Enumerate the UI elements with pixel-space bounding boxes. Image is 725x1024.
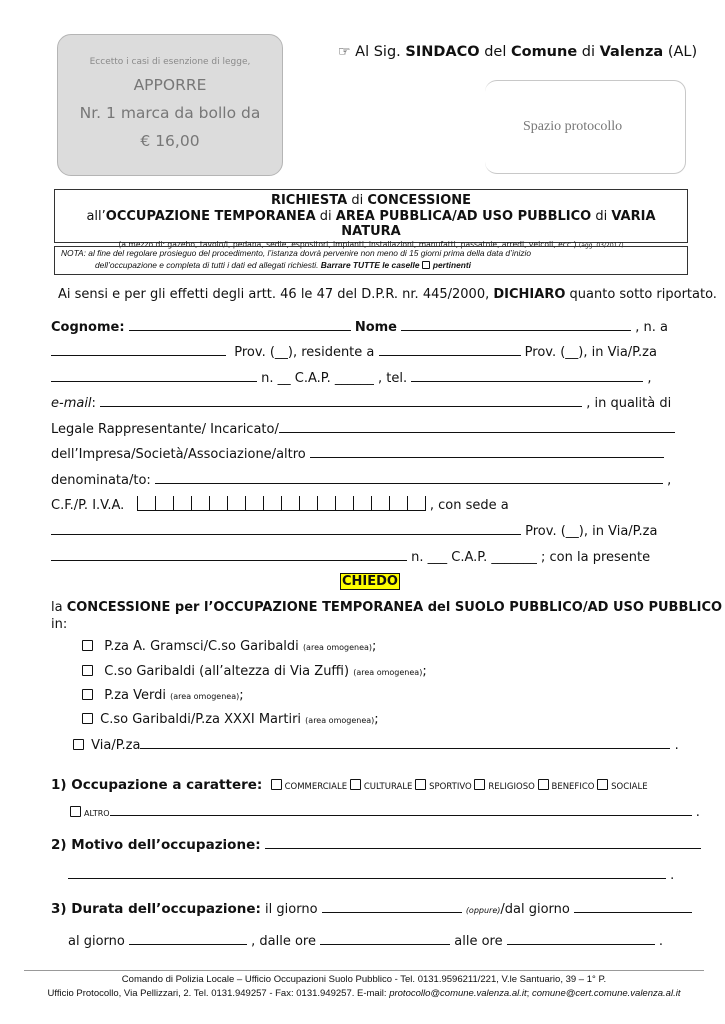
concessione-line: la CONCESSIONE per l’OCCUPAZIONE TEMPORANEA del SUOLO PUBBLICO/AD USO PUBBLICO <box>51 600 723 615</box>
chiedo-heading: CHIEDO <box>342 574 398 589</box>
row-nascita: Prov. (__), residente a Prov. (__), in Via/P.za <box>51 343 657 360</box>
dalle-ore-field[interactable] <box>320 932 450 945</box>
checkbox-icon[interactable] <box>82 689 93 700</box>
residenza-field[interactable] <box>379 343 521 356</box>
q1-altro-row: ALTRO . <box>70 805 700 820</box>
impresa-field[interactable] <box>310 445 664 458</box>
q3-row-2: al giorno , dalle ore alle ore . <box>68 934 664 949</box>
area-option-2[interactable]: C.so Garibaldi (all’altezza di Via Zuffi) (area omogenea); <box>82 664 427 679</box>
title-line-2: all’OCCUPAZIONE TEMPORANEA di AREA PUBBLICA/AD USO PUBBLICO di VARIA NATURA <box>86 209 656 239</box>
row-email: e-mail: , in qualità di <box>51 396 672 411</box>
q2-row: 2) Motivo dell’occupazione: <box>51 836 701 853</box>
nota-line-1: NOTA: al fine del regolare prosieguo del procedimento, l’istanza dovrà pervenire non meno di 15 giorni prima della data d’inizio <box>61 248 532 258</box>
checkbox-icon[interactable] <box>82 640 93 651</box>
checkbox-icon[interactable] <box>538 779 549 790</box>
checkbox-icon[interactable] <box>415 779 426 790</box>
q2-row-2: . <box>68 866 674 883</box>
nota-line-2: dell’occupazione e completa di tutti i dati ed allegati richiesti. Barrare TUTTE le caselle pertinenti <box>95 260 471 270</box>
row-cognome: Cognome: Nome , n. a <box>51 320 669 335</box>
indirizzo-field[interactable] <box>51 369 257 382</box>
title-box <box>54 189 688 249</box>
stamp-note: Eccetto i casi di esenzione di legge, <box>89 57 251 67</box>
revenue-stamp-box <box>57 34 283 176</box>
checkbox-icon[interactable] <box>474 779 485 790</box>
checkbox-icon[interactable] <box>73 739 84 750</box>
checkbox-icon <box>422 261 430 269</box>
row-indirizzo: n. __ C.A.P. ______ , tel. , <box>51 369 652 386</box>
email-link-protocollo[interactable]: protocollo@comune.valenza.al.it <box>389 988 527 999</box>
checkbox-icon[interactable] <box>82 713 93 724</box>
q1-row: 1) Occupazione a carattere: COMMERCIALE CULTURALE SPORTIVO RELIGIOSO BENEFICO SOCIALE <box>51 777 648 793</box>
title-line-1: RICHIESTA di CONCESSIONE <box>270 193 472 208</box>
area-option-1[interactable]: P.za A. Gramsci/C.so Garibaldi (area omogenea); <box>82 639 376 654</box>
footer-line-1: Comando di Polizia Locale – Ufficio Occupazioni Suolo Pubblico - Tel. 0131.9596211/221, V.le Santuario, 39 – 1° P. <box>121 974 607 985</box>
nome-field[interactable] <box>401 318 631 331</box>
row-legale: Legale Rappresentante/ Incaricato/ <box>51 420 675 437</box>
nota-box <box>54 246 688 275</box>
via-pza-field[interactable] <box>140 736 670 749</box>
row-sede: Prov. (__), in Via/P.za <box>51 522 657 539</box>
stamp-marca: Nr. 1 marca da bollo da <box>79 104 261 122</box>
sede-field[interactable] <box>51 522 521 535</box>
sede-indirizzo-field[interactable] <box>51 548 407 561</box>
recipient-address: ☞ Al Sig. SINDACO del Comune di Valenza (AL) <box>338 44 698 60</box>
area-option-3[interactable]: P.za Verdi (area omogenea); <box>82 688 244 703</box>
pointing-hand-icon: ☞ <box>338 44 351 60</box>
al-giorno-field[interactable] <box>129 932 247 945</box>
checkbox-icon[interactable] <box>350 779 361 790</box>
footer-line-2: Ufficio Protocollo, Via Pellizzari, 2. Tel. 0131.949257 - Fax: 0131.949257. E-mail: protocollo@comune.valenza.al.it; comune@cert.comune.valenza.al.it <box>47 988 681 999</box>
motivo-field[interactable] <box>265 836 701 849</box>
area-option-4[interactable]: C.so Garibaldi/P.za XXXI Martiri (area omogenea); <box>82 712 379 727</box>
stamp-amount: € 16,00 <box>140 132 200 150</box>
checkbox-icon[interactable] <box>70 806 81 817</box>
row-sede-indirizzo: n. ___ C.A.P. _______ ; con la presente <box>51 548 650 565</box>
altro-field[interactable] <box>110 805 692 816</box>
motivo-field-2[interactable] <box>68 866 666 879</box>
checkbox-icon[interactable] <box>597 779 608 790</box>
q3-row: 3) Durata dell’occupazione: il giorno (oppure)/dal giorno <box>51 900 692 917</box>
protocol-label: Spazio protocollo <box>523 119 623 134</box>
alle-ore-field[interactable] <box>507 932 655 945</box>
row-impresa: dell’Impresa/Società/Associazione/altro <box>51 445 664 462</box>
il-giorno-field[interactable] <box>322 900 462 913</box>
email-field[interactable] <box>100 394 582 407</box>
cognome-field[interactable] <box>129 318 351 331</box>
stamp-apporre: APPORRE <box>133 76 207 94</box>
cf-piva-field[interactable] <box>137 496 426 511</box>
checkbox-icon[interactable] <box>82 665 93 676</box>
row-denominata: denominata/to: , <box>51 473 672 488</box>
protocol-box <box>485 80 686 174</box>
footer <box>24 970 704 1001</box>
title-line-3: (a mezzo di: gazebo, tavolo/i, pedana, sedie, espositori, impianti, installazioni, manufatti, passatoie, arredi, veicoli, ecc.) (agg. 03/2017) <box>118 240 624 249</box>
email-link-pec[interactable]: comune@cert.comune.valenza.al.it <box>531 988 681 999</box>
dal-giorno-field[interactable] <box>574 900 692 913</box>
denominazione-field[interactable] <box>155 471 663 484</box>
luogo-nascita-field[interactable] <box>51 343 226 356</box>
concessione-in: in: <box>51 617 68 632</box>
declaration-line: Ai sensi e per gli effetti degli artt. 46 le 47 del D.P.R. nr. 445/2000, DICHIARO quanto sotto riportato. <box>58 287 717 302</box>
checkbox-icon[interactable] <box>271 779 282 790</box>
row-cf: C.F./P. I.V.A. , con sede a <box>51 498 509 513</box>
telefono-field[interactable] <box>411 369 643 382</box>
incaricato-field[interactable] <box>279 420 675 433</box>
area-option-via[interactable]: Via/P.za . <box>73 736 679 753</box>
